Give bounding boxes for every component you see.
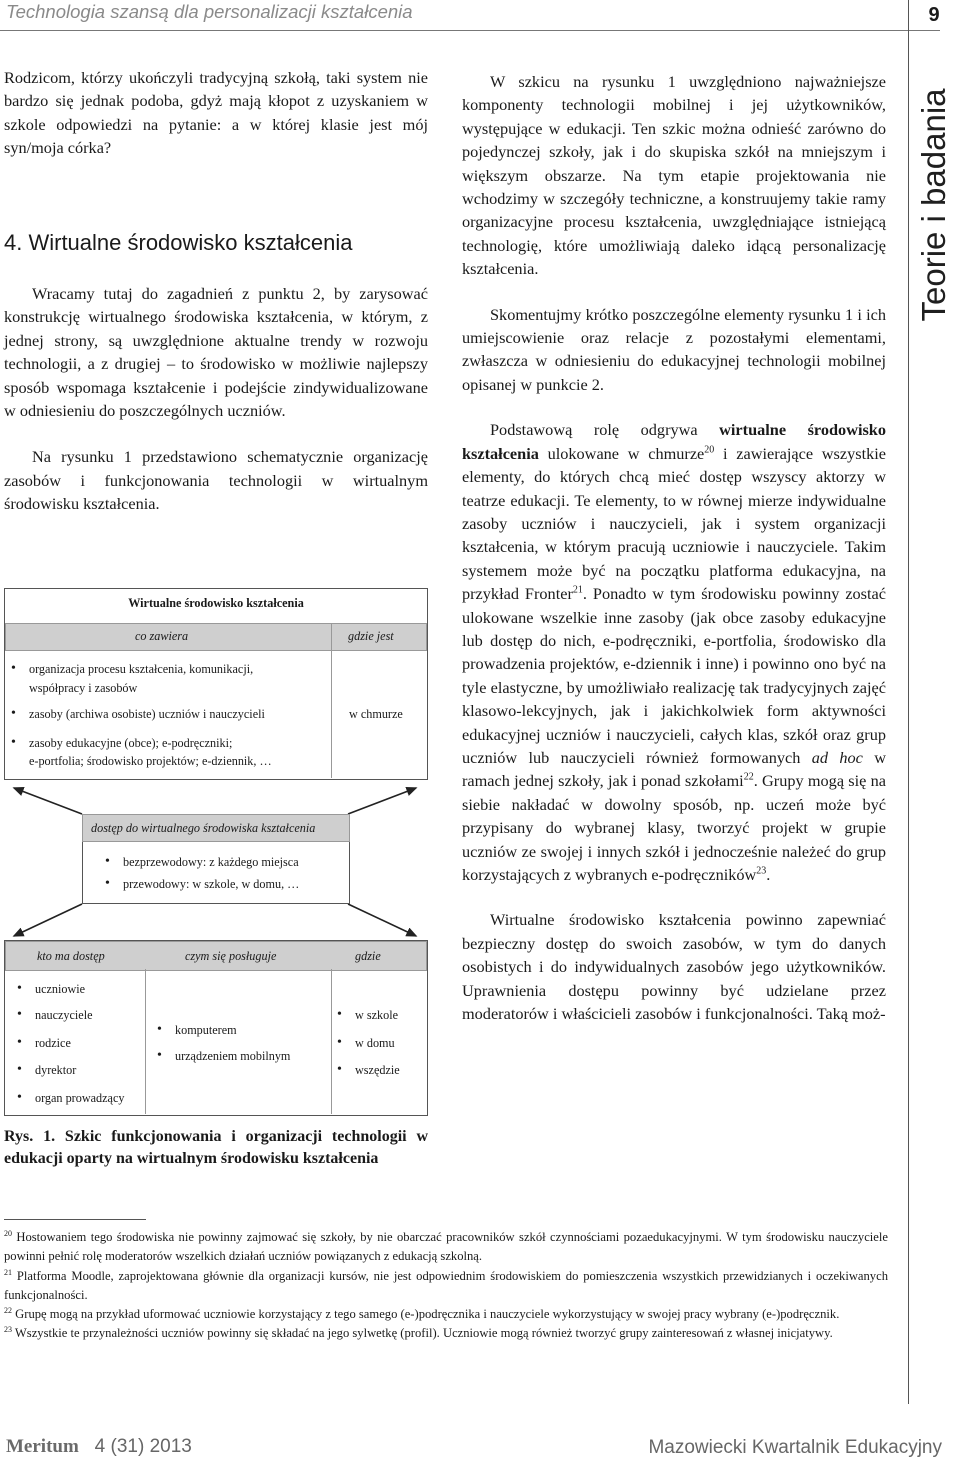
column-divider [331, 623, 332, 778]
paragraph: Rodzicom, którzy ukończyli tradycyjną szkołą, taki system nie bardzo się jednak podoba, gdyż mają kłopot z uzyskaniem w szkole odpowiedzi na pytanie: a w której klasie jest mój syn/moja córka? [4, 68, 428, 158]
footnote [4, 1228, 888, 1267]
list-item-continuation: e-portfolia; środowisko projektów; e-dziennik, … [29, 754, 272, 768]
using-item: • komputerem [175, 1023, 237, 1038]
right-column [462, 70, 886, 1025]
text-run: . Grupy mogą się na siebie nakładać w dowolny sposób, np. uczeń może być przypisany do wybranej klasy, tworzyć projekt w grupie uczniów ze swojej i innych szkół i jednocześnie należeć do grup korzystających z wybranych e-podręczników [462, 771, 886, 884]
footnote [4, 1305, 888, 1324]
footnote-ref: 23 [756, 865, 767, 877]
footer-publisher: Mazowiecki Kwartalnik Edukacyjny [648, 1437, 942, 1458]
text-run: . [766, 865, 771, 884]
list-item-continuation: współpracy i zasobów [29, 681, 138, 695]
footnote-number: 23 [4, 1325, 12, 1335]
footnote-number: 21 [4, 1267, 12, 1277]
diagram-bottom-box [4, 940, 428, 1116]
journal-name: Meritum [6, 1436, 79, 1457]
who-item: • nauczyciele [35, 1008, 93, 1023]
text-run: ulokowane w chmurze [538, 443, 705, 463]
header-rule [0, 30, 940, 31]
figure-caption: Rys. 1. Szkic funkcjonowania i organizacji technologii w edukacji oparty na wirtualnym środowisku kształcenia [4, 1128, 428, 1167]
diagram-top-box [4, 588, 428, 780]
paragraph [462, 418, 886, 886]
text-run: Podstawową rolę odgrywa [490, 420, 720, 440]
list-item: • bezprzewodowy: z każdego miejsca [123, 855, 299, 870]
margin-rule [908, 0, 909, 1404]
column-divider [331, 969, 332, 1114]
bold-term: wirtualne środowisko kształcenia [462, 420, 887, 463]
col-header-contains: co zawiera [135, 629, 189, 643]
footnote-ref: 20 [704, 444, 715, 456]
footnote-text: Hostowaniem tego środowiska nie powinny zajmować się szkoły, by nie obarczać pracowników szkół czynnościami pozaedukacyjnymi. W tym środowisku nauczyciele powinni pełnić rolę moderatorów wszelkich działań uczniów powiązanych z edukacją szkolną. [4, 1230, 888, 1264]
paragraph: Skomentujmy krótko poszczególne elementy rysunku 1 i ich umiejscowienie oraz relacje z pozostałymi elementami, zwłaszcza w odniesieniu do edukacyjnej technologii mobilnej opisanej w punkcie 2. [462, 304, 886, 394]
section-label-text: Teorie i badania [915, 88, 952, 322]
where-header: gdzie [355, 949, 381, 963]
paragraph: Wirtualne środowisko kształcenia powinno zapewniać bezpieczny dostęp do swoich zasobów, w tym do danych osobistych i do indywidualnych zasobów jego użytkowników. Uprawnienia dostępu powinny być udzielane przez moderatorów i właścicieli zasobów i funkcjonalności. Taką moż- [462, 910, 886, 1024]
footnote-text: Wszystkie te przynależności uczniów powinny się składać na jego sylwetkę (profil). Uczniowie mogą również tworzyć grupy zainteresowań z własnej inicjatywy. [14, 1326, 833, 1341]
footnotes [4, 1228, 888, 1344]
italic-term: ad hoc [811, 747, 863, 767]
who-item: • organ prowadzący [35, 1091, 124, 1106]
paragraph: W szkicu na rysunku 1 uwzględniono najważniejsze komponenty technologii mobilnej i jej użytkowników, występujące w edukacji. Ten szkic można odnieść zarówno do pojedynczej szkoły, jak i do skupiska szkół na mniejszym i większym obszarze. Na tym etapie projektowania nie wchodzimy w szczegóły techniczne, a konstruujemy takie ramy organizacyjne procesu kształcenia, uwzględniające istniejącą technologię, które umożliwiają daleko idącą personalizację kształcenia. [462, 72, 886, 279]
list-item: • organizacja procesu kształcenia, komunikacji, [29, 662, 253, 677]
list-item: • przewodowy: w szkole, w domu, … [123, 877, 299, 892]
access-header: dostęp do wirtualnego środowiska kształcenia [91, 821, 316, 835]
text-run: i zawierające wszystkie elementy, do których chcą mieć dostęp wszyscy aktorzy w teatrze edukacji. Te elementy, to w równej mierze indywidualne zasoby uczniów i nauczycieli, jak i system organizacji kształcenia, w którym pracują uczniowie i nauczyciele. Takim systemem może być na początku platforma edukacyjna, na przykład Fronter [462, 443, 886, 604]
arrow-down-left [14, 904, 82, 936]
footnote-rule [4, 1219, 146, 1220]
text-run: . Ponadto w tym środowisku powinny zostać ulokowane wszelkie inne zasoby (jak obce zasoby edukacyjne lub dostęp do nich, e-podręczniki, e-portfolia, środowisko dla prowadzenia projektów, e-dziennik i inne) i powinno ono być na tyle elastyczne, by umożliwiało realizację tak tradycyjnych zajęć klasowo-lekcyjnych, jak i jakichkolwiek form aktywności edukacyjnej uczniów i nauczycieli, całych klas, szkół oraz grup uczniów lub nauczycieli również formowanych [462, 584, 886, 767]
who-item: • uczniowie [35, 982, 85, 997]
where-item: • w szkole [355, 1008, 398, 1023]
text-run: w ramach jednej szkoły, jak i ponad szkołami [462, 747, 887, 791]
footnote [4, 1267, 888, 1306]
who-item: • rodzice [35, 1036, 71, 1051]
list-item: • zasoby edukacyjne (obce); e-podręczniki; [29, 736, 232, 751]
left-column-intro [4, 66, 428, 160]
footnote-text: Grupę mogą na przykład uformować uczniowie korzystający z tego samego (e-)podręcznika i nauczyciele wykorzystujący w swojej pracy wybrany (e-)podręcznik. [15, 1307, 840, 1322]
paragraph: Wracamy tutaj do zagadnień z punktu 2, by zarysować konstrukcję wirtualnego środowiska kształcenia, w którym, z jednej strony, są uwzględnione aktualne trendy w rozwoju technologii, a z drugiej – to środowisko w możliwie najlepszy sposób wspomaga kształcenie i podejście zindywidualizowane w odniesieniu do poszczególnych uczniów. [4, 284, 428, 421]
running-title: Technologia szansą dla personalizacji kształcenia [6, 1, 413, 22]
using-item: • urządzeniem mobilnym [175, 1049, 290, 1064]
where-item: • w domu [355, 1036, 395, 1051]
page-number: 9 [928, 4, 940, 26]
column-divider [145, 969, 146, 1114]
list-item: • zasoby (archiwa osobiste) uczniów i nauczycieli [29, 707, 265, 722]
arrow-up-left [14, 788, 82, 814]
footnote [4, 1324, 888, 1343]
diagram-title: Wirtualne środowisko kształcenia [128, 596, 304, 610]
arrow-up-right [348, 788, 416, 814]
location-value: w chmurze [349, 707, 403, 721]
left-column-body [4, 282, 428, 516]
footnote-number: 20 [4, 1228, 12, 1238]
footnote-ref: 22 [743, 771, 754, 783]
footnote-number: 22 [4, 1306, 12, 1315]
col-header-where: gdzie jest [348, 629, 394, 643]
arrow-down-right [348, 904, 416, 936]
footer-journal [6, 1436, 192, 1458]
diagram-access-box [82, 814, 350, 904]
who-header: kto ma dostęp [37, 949, 105, 963]
footnote-ref: 21 [572, 584, 583, 596]
where-item: • wszędzie [355, 1063, 400, 1078]
figure-diagram [4, 588, 428, 1118]
paragraph: Na rysunku 1 przedstawiono schematycznie organizację zasobów i funkcjonowania technologii w wirtualnym środowisku kształcenia. [4, 447, 428, 514]
using-header: czym się posługuje [185, 949, 277, 963]
issue: 4 (31) 2013 [94, 1436, 192, 1457]
who-item: • dyrektor [35, 1063, 76, 1078]
footnote-text: Platforma Moodle, zaprojektowana głównie dla organizacji kursów, nie jest odpowiednim środowiskiem do pomieszczenia wszystkich przewidzianych i oczekiwanych funkcjonalności. [4, 1268, 888, 1302]
section-label [912, 60, 956, 350]
section-heading: 4. Wirtualne środowisko kształcenia [4, 230, 353, 255]
